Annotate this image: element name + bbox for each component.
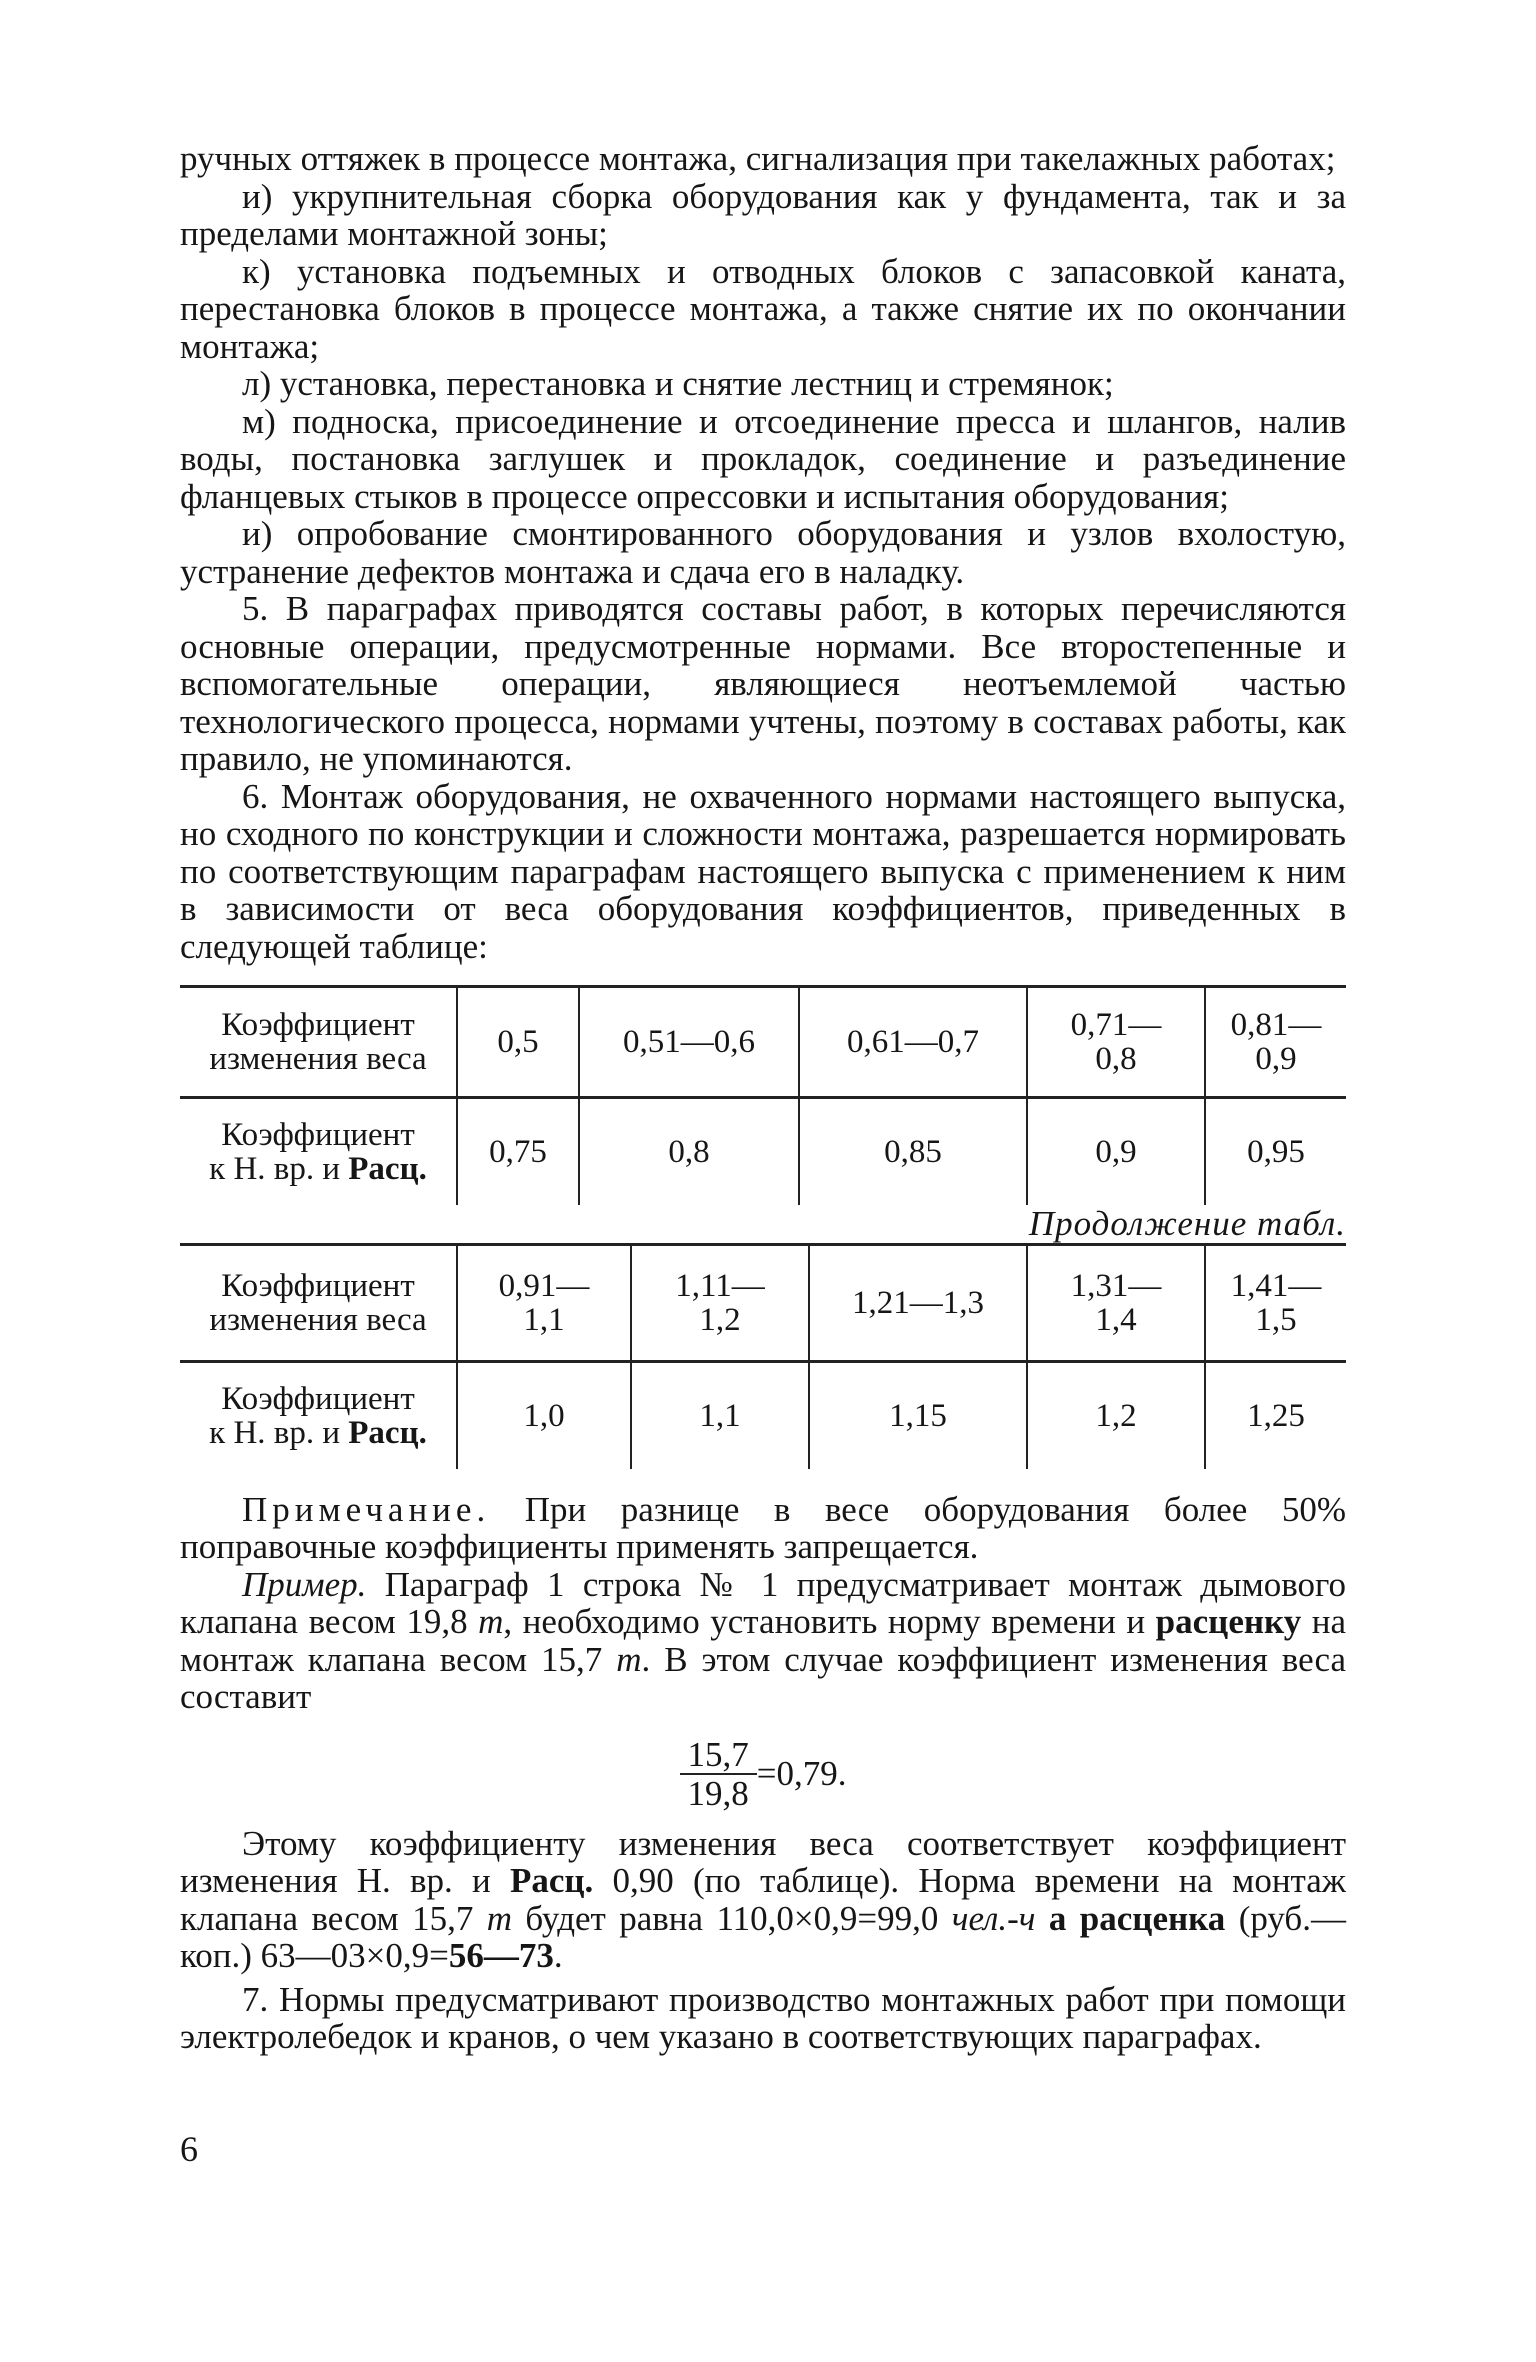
table-row-label: Коэффициент к Н. вр. и Расц. [209,1117,427,1187]
formula-result: =0,79. [756,1754,847,1794]
example-label: Пример. [242,1564,367,1604]
paragraph-5: 5. В параграфах приводятся составы работ, в которых перечисляются основные операции, предусмотренные нормами. Все второстепенные и вспомогательные операции, являющиеся неотъемлемой частью технологического процесса, нормами учтены, поэтому в составах работы, как правило, не упоминаются. [180,589,1346,778]
fraction [680,1736,757,1813]
page-number: 6 [180,2129,198,2169]
table-row [180,1244,1346,1361]
table-row [180,1361,1346,1469]
table-row-label: Коэффициент изменения веса [180,1244,457,1361]
note-text: При разнице в весе оборудования более 50% поправочные коэффициенты применять запрещается. [180,1489,1346,1566]
note-paragraph [180,1491,1346,1566]
table-cell: 1,1 [631,1361,809,1469]
fraction-numerator: 15,7 [687,1734,749,1774]
list-item-i: и) укрупнительная сборка оборудования как у фундамента, так и за пределами монтажной зоны; [180,176,1346,253]
list-item-n: и) опробование смонтированного оборудования и узлов вхолостую, устранение дефектов монтажа и сдача его в наладку. [180,514,1346,591]
paragraph-7: 7. Нормы предусматривают производство монтажных работ при помощи электролебедок и кранов, о чем указано в соответствующих параграфах. [180,1979,1346,2056]
table-cell: 1,15 [809,1361,1027,1469]
table-cell: 1,11— 1,2 [631,1244,809,1361]
table-row-label: Коэффициент к Н. вр. и Расц. [209,1380,427,1451]
table-row [180,1098,1346,1206]
table-cell: 1,2 [1027,1361,1205,1469]
page-body [180,140,1346,2056]
coefficient-table [180,985,1346,1205]
table-cell: 0,81— 0,9 [1205,987,1346,1098]
table-row [180,987,1346,1098]
list-item-m: м) подноска, присоединение и отсоединение пресса и шлангов, налив воды, постановка заглушек и прокладок, соединение и разъединение фланцевых стыков в процессе опрессовки и испытания оборудования; [180,401,1346,516]
table-continuation-label: Продолжение табл. [1028,1204,1346,1243]
table-cell: 0,8 [579,1098,799,1206]
table-cell: 0,91— 1,1 [457,1244,631,1361]
table-cell: 0,95 [1205,1098,1346,1206]
list-item-l: л) установка, перестановка и снятие лестниц и стремянок; [242,364,1114,403]
table-cell: 0,9 [1027,1098,1205,1206]
calculation-paragraph: Этому коэффициенту изменения веса соответствует коэффициент изменения Н. вр. и Расц. 0,90 (по таблице). Норма времени на монтаж клапана весом 15,7 т будет равна 110,0×0,9=99,0 чел.-ч а расценка (руб.—коп.) 63—03×0,9=56—73. [180,1823,1346,1975]
fraction-denominator: 19,8 [680,1773,757,1813]
note-label: Примечание. [242,1489,491,1529]
table-cell: 0,5 [457,987,579,1098]
table-cell: 0,75 [457,1098,579,1206]
table-cell: 0,51—0,6 [579,987,799,1098]
example-paragraph: Пример. Параграф 1 строка № 1 предусматривает монтаж дымового клапана весом 19,8 т, необходимо установить норму времени и расценку на монтаж клапана весом 15,7 т. В этом случае коэффициент изменения веса составит [180,1564,1347,1716]
coefficient-table-continued [180,1243,1346,1469]
table-cell: 0,71— 0,8 [1027,987,1205,1098]
list-item-k: к) установка подъемных и отводных блоков с запасовкой каната, перестановка блоков в процессе монтажа, а также снятие их по окончании монтажа; [180,251,1346,366]
formula [180,1736,1346,1813]
table-cell: 1,25 [1205,1361,1346,1469]
table-cell: 0,85 [799,1098,1027,1206]
paragraph-6: 6. Монтаж оборудования, не охваченного нормами настоящего выпуска, но сходного по конструкции и сложности монтажа, разрешается нормировать по соответствующим параграфам настоящего выпуска с применением к ним в зависимости от веса оборудования коэффициентов, приведенных в следующей таблице: [180,776,1346,966]
table-cell: 0,61—0,7 [799,987,1027,1098]
table-cell: 1,41— 1,5 [1205,1244,1346,1361]
table-cell: 1,0 [457,1361,631,1469]
table-row-label: Коэффициент изменения веса [180,987,457,1098]
table-cell: 1,31— 1,4 [1027,1244,1205,1361]
table-cell: 1,21—1,3 [809,1244,1027,1361]
paragraph: ручных оттяжек в процессе монтажа, сигнализация при такелажных работах; [180,139,1336,178]
